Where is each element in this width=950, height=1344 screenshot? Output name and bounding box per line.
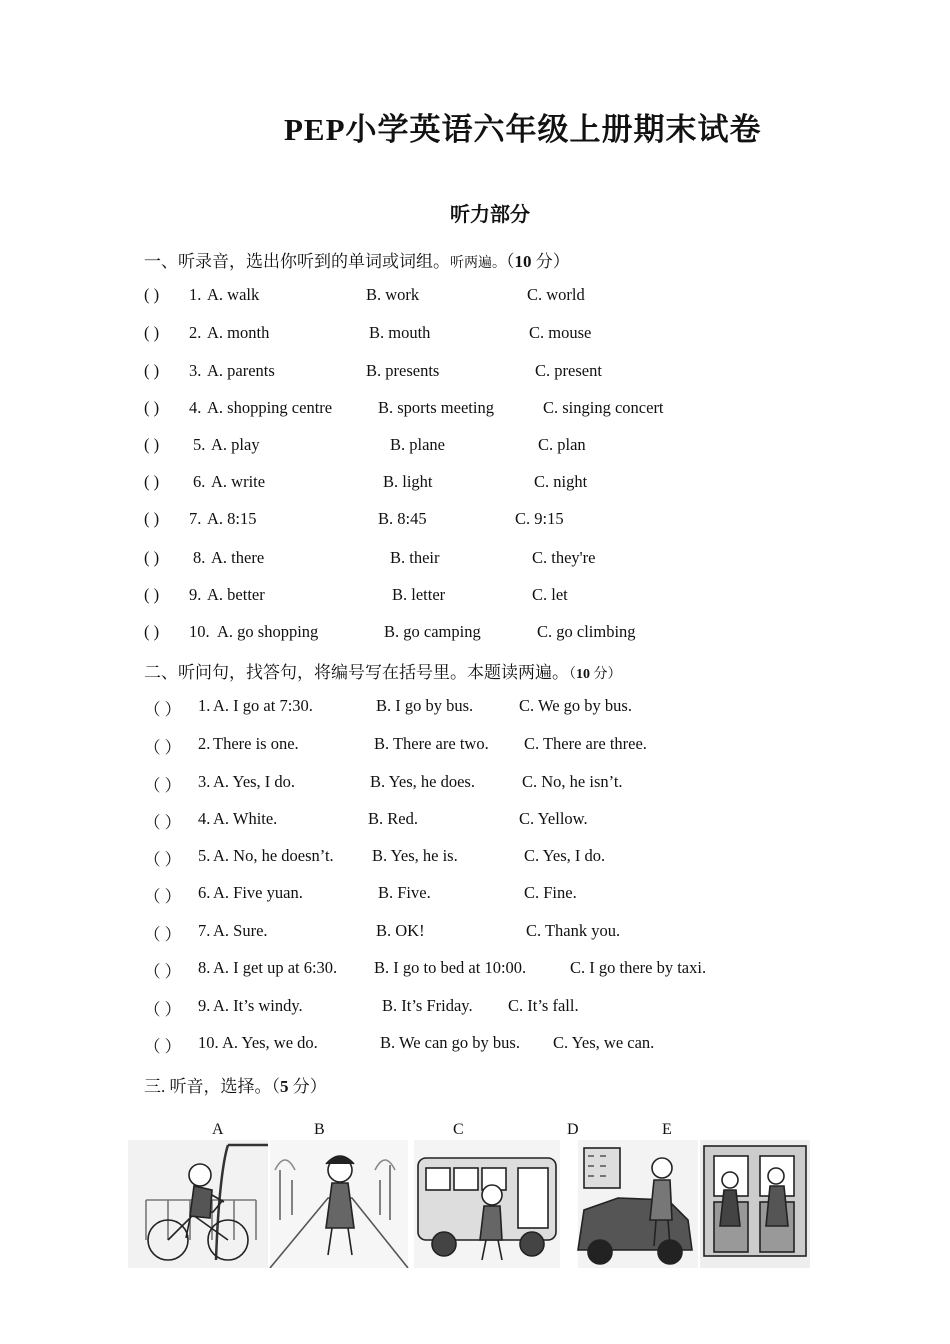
question-number: 6. bbox=[193, 472, 206, 491]
question-number: 8. bbox=[193, 548, 206, 567]
section1-score: 10 bbox=[514, 252, 532, 271]
option-c: C. Yes, we can. bbox=[553, 1033, 655, 1052]
option-a: A. play bbox=[211, 435, 260, 454]
option-b: B. plane bbox=[390, 435, 445, 454]
option-b: B. sports meeting bbox=[378, 398, 494, 417]
option-a: A. Yes, I do. bbox=[213, 772, 296, 791]
car-picture bbox=[578, 1140, 698, 1268]
option-b: B. I go to bed at 10:00. bbox=[374, 958, 527, 977]
option-c: C. Thank you. bbox=[526, 921, 621, 940]
option-a: There is one. bbox=[213, 734, 299, 753]
option-a: A. month bbox=[207, 323, 270, 342]
option-c: C. There are three. bbox=[524, 734, 647, 753]
option-b: B. It’s Friday. bbox=[382, 996, 473, 1015]
walking-picture bbox=[270, 1140, 408, 1268]
answer-bracket[interactable]: （ ） bbox=[144, 738, 182, 757]
option-b: B. presents bbox=[366, 361, 440, 380]
option-c: C. It’s fall. bbox=[508, 996, 579, 1015]
answer-bracket[interactable]: ( ) bbox=[144, 285, 160, 304]
answer-bracket[interactable]: （ ） bbox=[144, 776, 182, 795]
option-c: C. Fine. bbox=[524, 883, 577, 902]
option-c: C. present bbox=[535, 361, 602, 380]
answer-bracket[interactable]: ( ) bbox=[144, 585, 160, 604]
option-c: C. I go there by taxi. bbox=[570, 958, 707, 977]
question-number: 7. bbox=[198, 921, 211, 940]
option-b: B. mouth bbox=[369, 323, 431, 342]
option-b: B. Yes, he does. bbox=[370, 772, 475, 791]
option-c: C. No, he isn’t. bbox=[522, 772, 623, 791]
option-c: C. night bbox=[534, 472, 588, 491]
picture-label-e: E bbox=[662, 1121, 672, 1138]
option-a: A. parents bbox=[207, 361, 275, 380]
section3-heading-text: 三. 听音，选择。 bbox=[144, 1077, 272, 1096]
option-b: B. their bbox=[390, 548, 440, 567]
question-number: 4. bbox=[198, 809, 211, 828]
answer-bracket[interactable]: ( ) bbox=[144, 323, 160, 342]
option-b: B. letter bbox=[392, 585, 446, 604]
question-number: 3. bbox=[189, 361, 202, 380]
option-b: B. Yes, he is. bbox=[372, 846, 458, 865]
answer-bracket[interactable]: （ ） bbox=[144, 700, 182, 719]
option-c: C. go climbing bbox=[537, 622, 636, 641]
option-a: A. 8:15 bbox=[207, 509, 257, 528]
question-number: 1. bbox=[189, 285, 202, 304]
bus-picture bbox=[414, 1140, 560, 1268]
option-a: A. Five yuan. bbox=[213, 883, 303, 902]
answer-bracket[interactable]: （ ） bbox=[144, 1037, 182, 1056]
question-number: 5. bbox=[193, 435, 206, 454]
option-c: C. plan bbox=[538, 435, 586, 454]
option-a: A. walk bbox=[207, 285, 260, 304]
question-number: 2. bbox=[189, 323, 202, 342]
question-number: 7. bbox=[189, 509, 202, 528]
option-a: A. there bbox=[211, 548, 265, 567]
option-c: C. let bbox=[532, 585, 568, 604]
picture-label-c: C bbox=[453, 1121, 464, 1138]
option-b: B. Red. bbox=[368, 809, 418, 828]
option-a: A. I go at 7:30. bbox=[213, 696, 313, 715]
page-title: PEP小学英语六年级上册期末试卷 bbox=[284, 112, 762, 147]
question-number: 8. bbox=[198, 958, 211, 977]
option-a: A. Sure. bbox=[213, 921, 268, 940]
picture-label-b: B bbox=[314, 1121, 325, 1138]
subway-picture bbox=[700, 1140, 810, 1268]
option-a: A. White. bbox=[213, 809, 278, 828]
option-a: A. Yes, we do. bbox=[222, 1033, 318, 1052]
option-b: B. We can go by bus. bbox=[380, 1033, 520, 1052]
question-number: 10. bbox=[189, 622, 210, 641]
option-a: A. No, he doesn’t. bbox=[213, 846, 334, 865]
answer-bracket[interactable]: （ ） bbox=[144, 1000, 182, 1019]
section1-heading-note: 听两遍。 bbox=[450, 256, 506, 271]
section3-heading: 三. 听音，选择。（5 分） bbox=[144, 1077, 327, 1096]
option-b: B. There are two. bbox=[374, 734, 489, 753]
answer-bracket[interactable]: ( ) bbox=[144, 509, 160, 528]
answer-bracket[interactable]: （ ） bbox=[144, 925, 182, 944]
option-a: A. It’s windy. bbox=[213, 996, 303, 1015]
option-a: A. better bbox=[207, 585, 265, 604]
part-subtitle: 听力部分 bbox=[450, 204, 530, 226]
section1-heading: 一、听录音，选出你听到的单词或词组。听两遍。（10 分） bbox=[144, 252, 570, 271]
section2-score: 10 bbox=[576, 667, 590, 682]
answer-bracket[interactable]: ( ) bbox=[144, 548, 160, 567]
question-number: 6. bbox=[198, 883, 211, 902]
transport-pictures bbox=[128, 1140, 810, 1268]
answer-bracket[interactable]: （ ） bbox=[144, 962, 182, 981]
section1-heading-text: 一、听录音，选出你听到的单词或词组。 bbox=[144, 252, 450, 271]
question-number: 2. bbox=[198, 734, 211, 753]
option-a: A. write bbox=[211, 472, 266, 491]
section2-heading-text: 二、听问句，找答句，将编号写在括号里。本题读两遍。 bbox=[144, 663, 569, 682]
answer-bracket[interactable]: （ ） bbox=[144, 850, 182, 869]
bicycle-picture bbox=[128, 1140, 268, 1268]
option-c: C. they're bbox=[532, 548, 596, 567]
answer-bracket[interactable]: （ ） bbox=[144, 887, 182, 906]
option-c: C. singing concert bbox=[543, 398, 664, 417]
section3-score: 5 bbox=[280, 1077, 289, 1096]
option-b: B. 8:45 bbox=[378, 509, 427, 528]
question-number: 10. bbox=[198, 1033, 219, 1052]
section2-heading: 二、听问句，找答句，将编号写在括号里。本题读两遍。（10 分） bbox=[144, 663, 622, 682]
option-a: A. shopping centre bbox=[207, 398, 333, 417]
option-c: C. world bbox=[527, 285, 585, 304]
question-number: 4. bbox=[189, 398, 202, 417]
picture-label-d: D bbox=[567, 1121, 579, 1138]
option-b: B. Five. bbox=[378, 883, 431, 902]
option-b: B. light bbox=[383, 472, 433, 491]
answer-bracket[interactable]: ( ) bbox=[144, 472, 160, 491]
answer-bracket[interactable]: （ ） bbox=[144, 813, 182, 832]
option-a: A. I get up at 6:30. bbox=[213, 958, 338, 977]
option-b: B. go camping bbox=[384, 622, 481, 641]
option-b: B. I go by bus. bbox=[376, 696, 474, 715]
option-b: B. work bbox=[366, 285, 420, 304]
option-a: A. go shopping bbox=[217, 622, 319, 641]
question-number: 5. bbox=[198, 846, 211, 865]
answer-bracket[interactable]: ( ) bbox=[144, 622, 160, 641]
option-b: B. OK! bbox=[376, 921, 425, 940]
option-c: C. We go by bus. bbox=[519, 696, 632, 715]
option-c: C. 9:15 bbox=[515, 509, 564, 528]
question-number: 9. bbox=[189, 585, 202, 604]
option-c: C. Yellow. bbox=[519, 809, 588, 828]
answer-bracket[interactable]: ( ) bbox=[144, 435, 160, 454]
option-c: C. Yes, I do. bbox=[524, 846, 606, 865]
answer-bracket[interactable]: ( ) bbox=[144, 361, 160, 380]
question-number: 9. bbox=[198, 996, 211, 1015]
answer-bracket[interactable]: ( ) bbox=[144, 398, 160, 417]
picture-label-a: A bbox=[212, 1121, 224, 1138]
question-number: 3. bbox=[198, 772, 211, 791]
question-number: 1. bbox=[198, 696, 211, 715]
option-c: C. mouse bbox=[529, 323, 592, 342]
